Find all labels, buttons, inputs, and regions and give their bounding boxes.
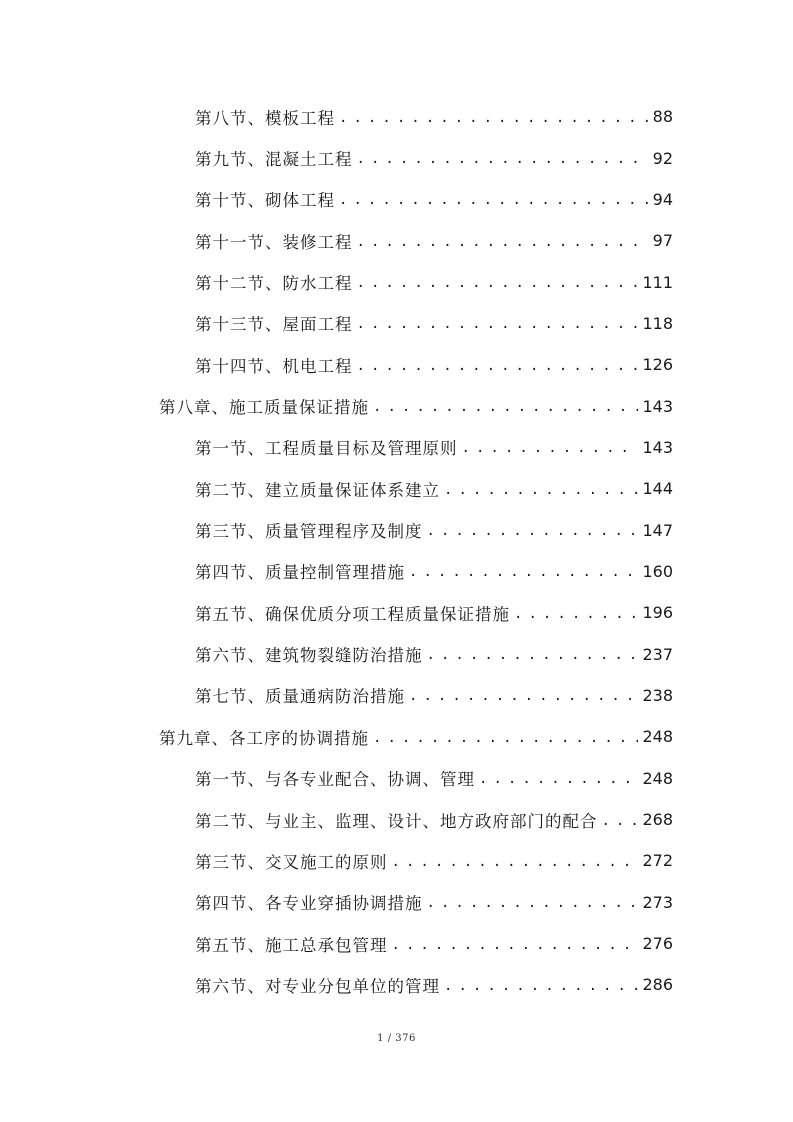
toc-entry-page: 248 <box>642 727 673 747</box>
toc-entry[interactable] <box>0 675 793 716</box>
dot-leader <box>357 234 649 250</box>
toc-entry[interactable] <box>0 799 793 840</box>
dot-leader <box>357 151 649 167</box>
toc-entry-title: 第七节、质量通病防治措施 <box>195 687 405 707</box>
toc-entry-page: 147 <box>642 520 673 540</box>
toc-entry[interactable] <box>0 96 793 137</box>
toc-entry[interactable] <box>0 179 793 220</box>
toc-entry[interactable] <box>0 468 793 509</box>
toc-entry-page: 88 <box>652 107 673 127</box>
dot-leader <box>373 730 638 746</box>
toc-entry-title: 第三节、交叉施工的原则 <box>195 852 388 872</box>
toc-entry-title: 第十二节、防水工程 <box>195 274 353 294</box>
toc-entry-page: 248 <box>642 768 673 788</box>
toc-entry-title: 第三节、质量管理程序及制度 <box>195 522 423 542</box>
toc-entry[interactable] <box>0 882 793 923</box>
toc-entry-title: 第十一节、装修工程 <box>195 232 353 252</box>
dot-leader <box>357 275 639 291</box>
toc-entry-page: 273 <box>642 892 673 912</box>
toc-entry-page: 238 <box>642 685 673 705</box>
dot-leader <box>444 978 638 994</box>
page-indicator: 1 / 376 <box>377 1033 416 1044</box>
toc-entry-title: 第五节、施工总承包管理 <box>195 935 388 955</box>
dot-leader <box>444 482 638 498</box>
toc-entry-page: 143 <box>642 396 673 416</box>
toc-entry-title: 第六节、建筑物裂缝防治措施 <box>195 646 423 666</box>
toc-entry-title: 第六节、对专业分包单位的管理 <box>195 976 440 996</box>
toc-entry-page: 268 <box>642 810 673 830</box>
toc-entry-page: 160 <box>642 561 673 581</box>
toc-entry[interactable] <box>0 758 793 799</box>
toc-entry-title: 第五节、确保优质分项工程质量保证措施 <box>195 604 510 624</box>
toc-entry-title: 第八节、模板工程 <box>195 108 335 128</box>
toc-entry-title: 第十四节、机电工程 <box>195 356 353 376</box>
toc-entry-page: 118 <box>642 313 673 333</box>
toc-entry[interactable] <box>0 137 793 178</box>
dot-leader <box>462 440 639 456</box>
dot-leader <box>357 316 639 332</box>
dot-leader <box>392 937 639 953</box>
toc-entry[interactable] <box>0 261 793 302</box>
toc-entry-title: 第九节、混凝土工程 <box>195 150 353 170</box>
toc-entry-title: 第九章、各工序的协调措施 <box>159 728 369 748</box>
toc-entry-title: 第二节、与业主、监理、设计、地方政府部门的配合 <box>195 811 598 831</box>
dot-leader <box>339 192 649 208</box>
toc-entry-title: 第一节、与各专业配合、协调、管理 <box>195 770 475 790</box>
dot-leader <box>514 606 638 622</box>
toc-entry[interactable] <box>0 592 793 633</box>
toc-entry-page: 97 <box>652 231 673 251</box>
toc-entry-page: 144 <box>642 479 673 499</box>
toc-entry-page: 92 <box>652 148 673 168</box>
toc-entry[interactable] <box>0 840 793 881</box>
toc-entry[interactable] <box>0 303 793 344</box>
dot-leader <box>373 399 638 415</box>
toc-entry[interactable] <box>0 344 793 385</box>
toc-entry-title: 第十节、砌体工程 <box>195 191 335 211</box>
toc-entry-title: 第四节、质量控制管理措施 <box>195 563 405 583</box>
toc-entry-page: 286 <box>642 975 673 995</box>
toc-entry-page: 276 <box>642 934 673 954</box>
toc-entry[interactable] <box>0 427 793 468</box>
toc-entry-page: 237 <box>642 644 673 664</box>
toc-entry-title: 第十三节、屋面工程 <box>195 315 353 335</box>
toc-entry-page: 126 <box>642 355 673 375</box>
toc-entry[interactable] <box>0 964 793 1005</box>
dot-leader <box>357 358 639 374</box>
dot-leader <box>479 771 638 787</box>
dot-leader <box>602 813 639 829</box>
toc-entry[interactable] <box>0 923 793 964</box>
toc-entry-page: 143 <box>642 437 673 457</box>
toc-entry[interactable] <box>0 220 793 261</box>
toc-chapter-entry[interactable] <box>0 716 793 757</box>
toc-chapter-entry[interactable] <box>0 385 793 426</box>
dot-leader <box>427 647 639 663</box>
toc-entry-title: 第八章、施工质量保证措施 <box>159 398 369 418</box>
dot-leader <box>339 110 649 126</box>
toc-entry-page: 272 <box>642 851 673 871</box>
toc-entry-page: 196 <box>642 603 673 623</box>
toc-entry[interactable] <box>0 633 793 674</box>
dot-leader <box>427 895 639 911</box>
dot-leader <box>409 688 638 704</box>
toc-entry-page: 94 <box>652 189 673 209</box>
table-of-contents <box>0 96 793 1006</box>
dot-leader <box>409 564 638 580</box>
toc-entry-title: 第四节、各专业穿插协调措施 <box>195 894 423 914</box>
dot-leader <box>392 854 639 870</box>
toc-entry-page: 111 <box>642 272 673 292</box>
toc-entry-title: 第一节、工程质量目标及管理原则 <box>195 439 458 459</box>
toc-entry-title: 第二节、建立质量保证体系建立 <box>195 480 440 500</box>
toc-entry[interactable] <box>0 551 793 592</box>
dot-leader <box>427 523 639 539</box>
toc-entry[interactable] <box>0 509 793 550</box>
